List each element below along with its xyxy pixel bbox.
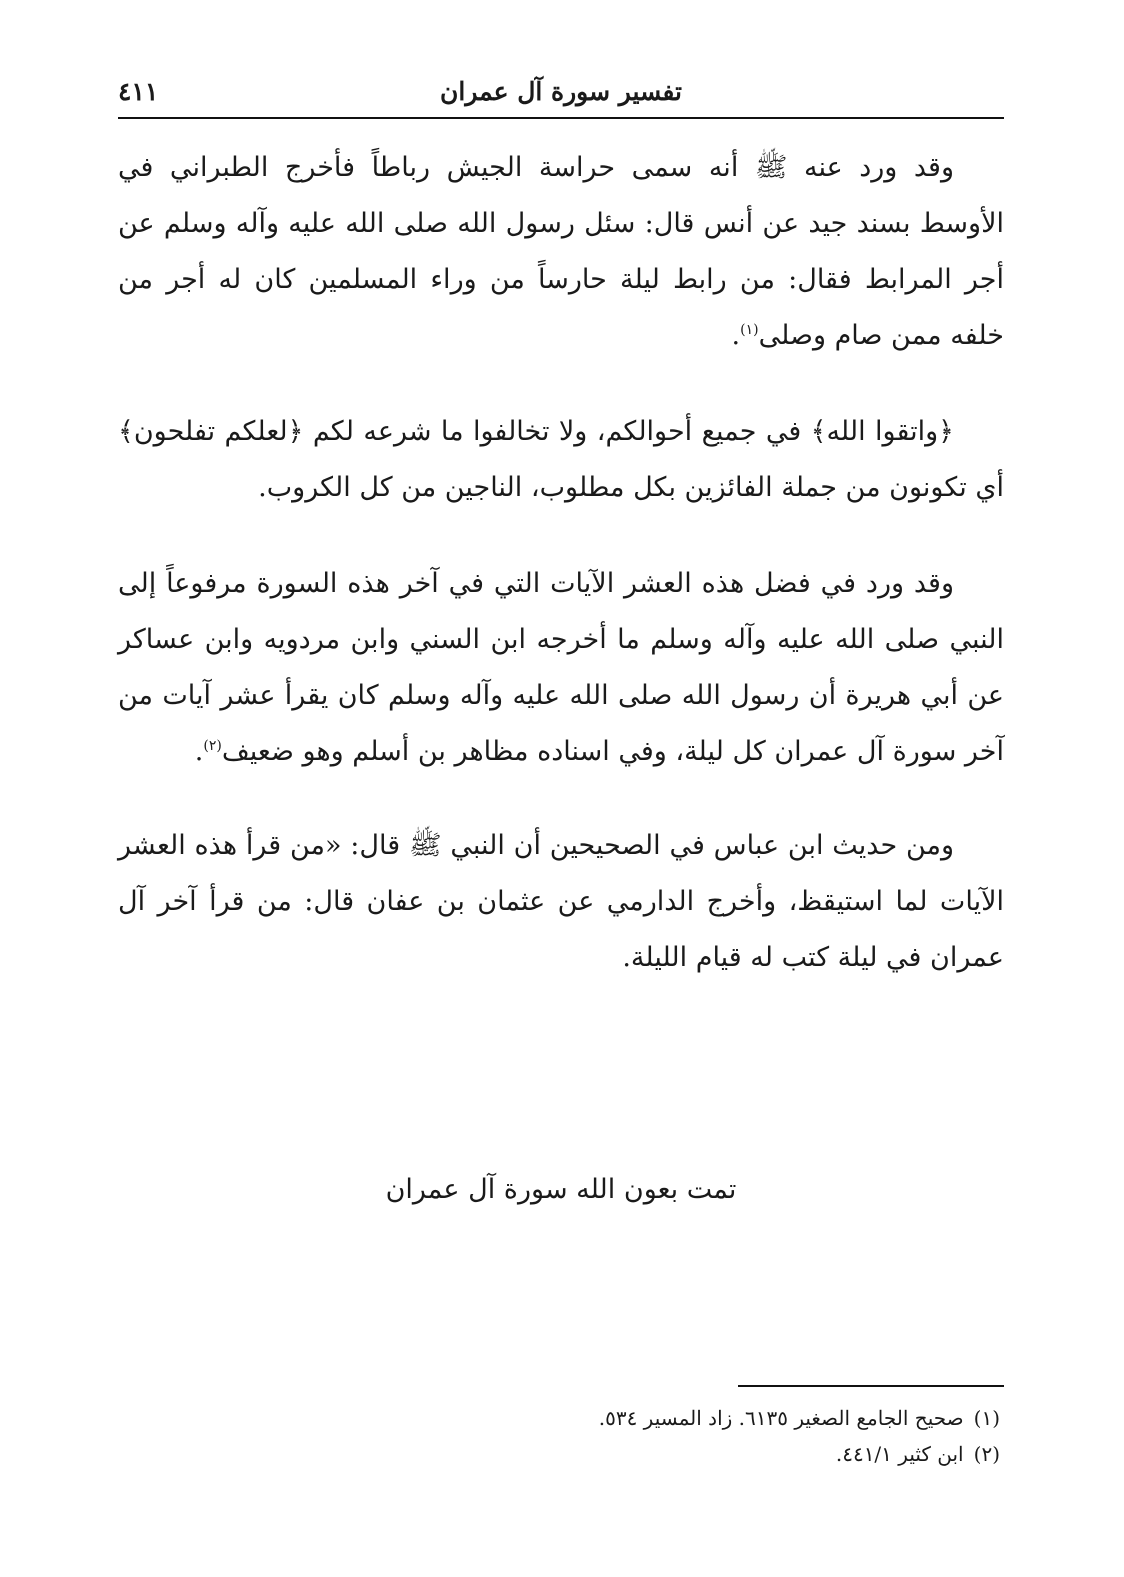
- footnote-ref-1: (١): [740, 322, 759, 338]
- page-number: ٤١١: [118, 77, 159, 106]
- footnote-rule: [738, 1385, 1004, 1387]
- main-text: [118, 140, 1004, 1026]
- paragraph-4: [118, 818, 1004, 986]
- paragraph-2-text: ﴿واتقوا الله﴾ في جميع أحوالكم، ولا تخالفوا ما شرعه لكم ﴿لعلكم تفلحون﴾ أي تكونون من جملة الفائزين بكل مطلوب، الناجين من كل الكروب.: [118, 416, 1004, 503]
- footnote-1-text: صحيح الجامع الصغير ٦١٣٥. زاد المسير ٥٣٤.: [598, 1406, 964, 1430]
- paragraph-3: [118, 556, 1004, 780]
- paragraph-1-text: وقد ورد عنه ﷺ أنه سمى حراسة الجيش رباطاً فأخرج الطبراني في الأوسط بسند جيد عن أنس قال: سئل رسول الله صلى الله عليه وآله وسلم عن أجر المرابط فقال: من رابط ليلة حارساً من وراء المسلمين كان له أجر من خلفه ممن صام وصلى: [118, 152, 1004, 351]
- running-title: تفسير سورة آل عمران: [440, 77, 682, 106]
- paragraph-1-end: .: [731, 320, 741, 351]
- paragraph-4-text: ومن حديث ابن عباس في الصحيحين أن النبي ﷺ قال: «من قرأ هذه العشر الآيات لما استيقظ، وأخرج الدارمي عن عثمان بن عفان قال: من قرأ آخر آل عمران في ليلة كتب له قيام الليلة.: [118, 830, 1004, 973]
- paragraph-3-text: وقد ورد في فضل هذه العشر الآيات التي في آخر هذه السورة مرفوعاً إلى النبي صلى الله عليه وآله وسلم ما أخرجه ابن السني وابن مردويه وابن عساكر عن أبي هريرة أن رسول الله صلى الله عليه وآله وسلم كان يقرأ عشر آيات من آخر سورة آل عمران كل ليلة، وفي اسناده مظاهر بن أسلم وهو ضعيف: [118, 568, 1004, 767]
- footnote-2-number: (٢): [973, 1442, 1000, 1466]
- footnote-2: [118, 1436, 1004, 1472]
- paragraph-1: [118, 140, 1004, 364]
- footnote-1: [118, 1400, 1004, 1436]
- paragraph-3-end: .: [194, 736, 204, 767]
- closing-line: تمت بعون الله سورة آل عمران: [385, 1174, 737, 1205]
- header-rule: [118, 117, 1004, 119]
- running-header: [118, 74, 1004, 118]
- footnotes: [118, 1400, 1004, 1472]
- paragraph-2: [118, 404, 1004, 516]
- footnote-2-text: ابن كثير ٤٤١/١.: [835, 1442, 964, 1466]
- footnote-ref-2: (٢): [203, 738, 222, 754]
- footnote-1-number: (١): [973, 1406, 1000, 1430]
